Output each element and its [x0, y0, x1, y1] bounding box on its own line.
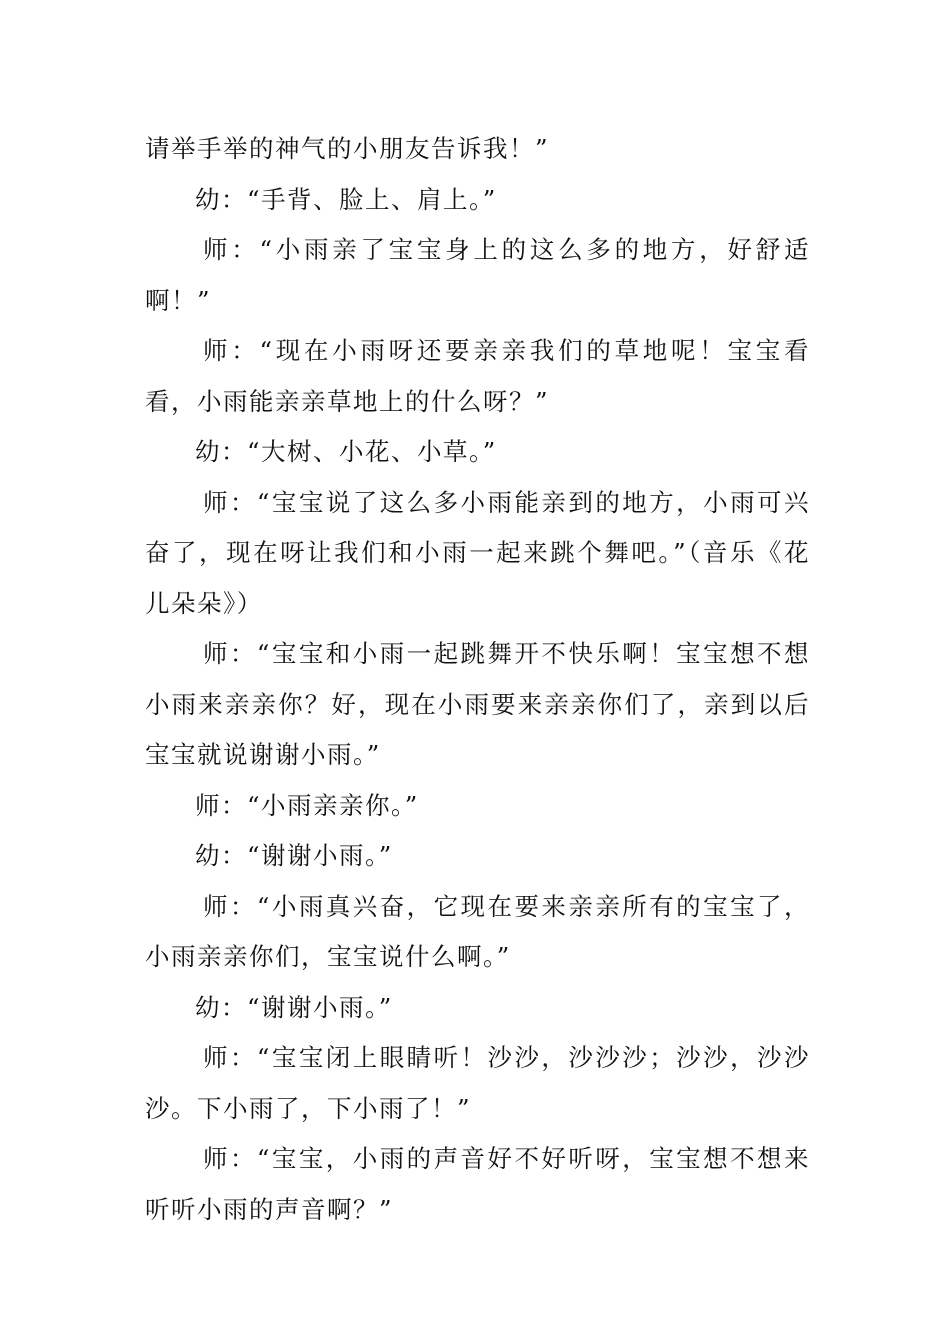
paragraph: 请举手举的神气的小朋友告诉我！”: [145, 134, 550, 163]
document-body: [145, 124, 810, 1235]
paragraph: 幼：“手背、脸上、肩上。”: [195, 184, 497, 214]
paragraph: 师：“宝宝说了这么多小雨能亲到的地方，小雨可兴奋了，现在呀让我们和小雨一起来跳个舞吧。”（音乐《花儿朵朵》）: [145, 487, 810, 618]
paragraph: 师：“宝宝，小雨的声音好不好听呀，宝宝想不想来听听小雨的声音啊？”: [145, 1144, 810, 1224]
paragraph: 师：“小雨亲亲你。”: [195, 790, 419, 820]
paragraph: 师：“小雨真兴奋，它现在要来亲亲所有的宝宝了，小雨亲亲你们，宝宝说什么啊。”: [145, 891, 810, 971]
paragraph: 师：“现在小雨呀还要亲亲我们的草地呢！宝宝看看，小雨能亲亲草地上的什么呀？”: [145, 336, 810, 416]
paragraph: 师：“小雨亲了宝宝身上的这么多的地方，好舒适啊！”: [145, 235, 810, 315]
paragraph: 幼：“谢谢小雨。”: [195, 992, 393, 1022]
paragraph: 幼：“谢谢小雨。”: [195, 841, 393, 870]
paragraph: 师：“宝宝闭上眼睛听！沙沙，沙沙沙；沙沙，沙沙沙。下小雨了，下小雨了！”: [145, 1043, 810, 1123]
paragraph: 幼：“大树、小花、小草。”: [195, 437, 497, 466]
paragraph: 师：“宝宝和小雨一起跳舞开不快乐啊！宝宝想不想小雨来亲亲你？好，现在小雨要来亲亲你们了，亲到以后宝宝就说谢谢小雨。”: [145, 639, 810, 769]
